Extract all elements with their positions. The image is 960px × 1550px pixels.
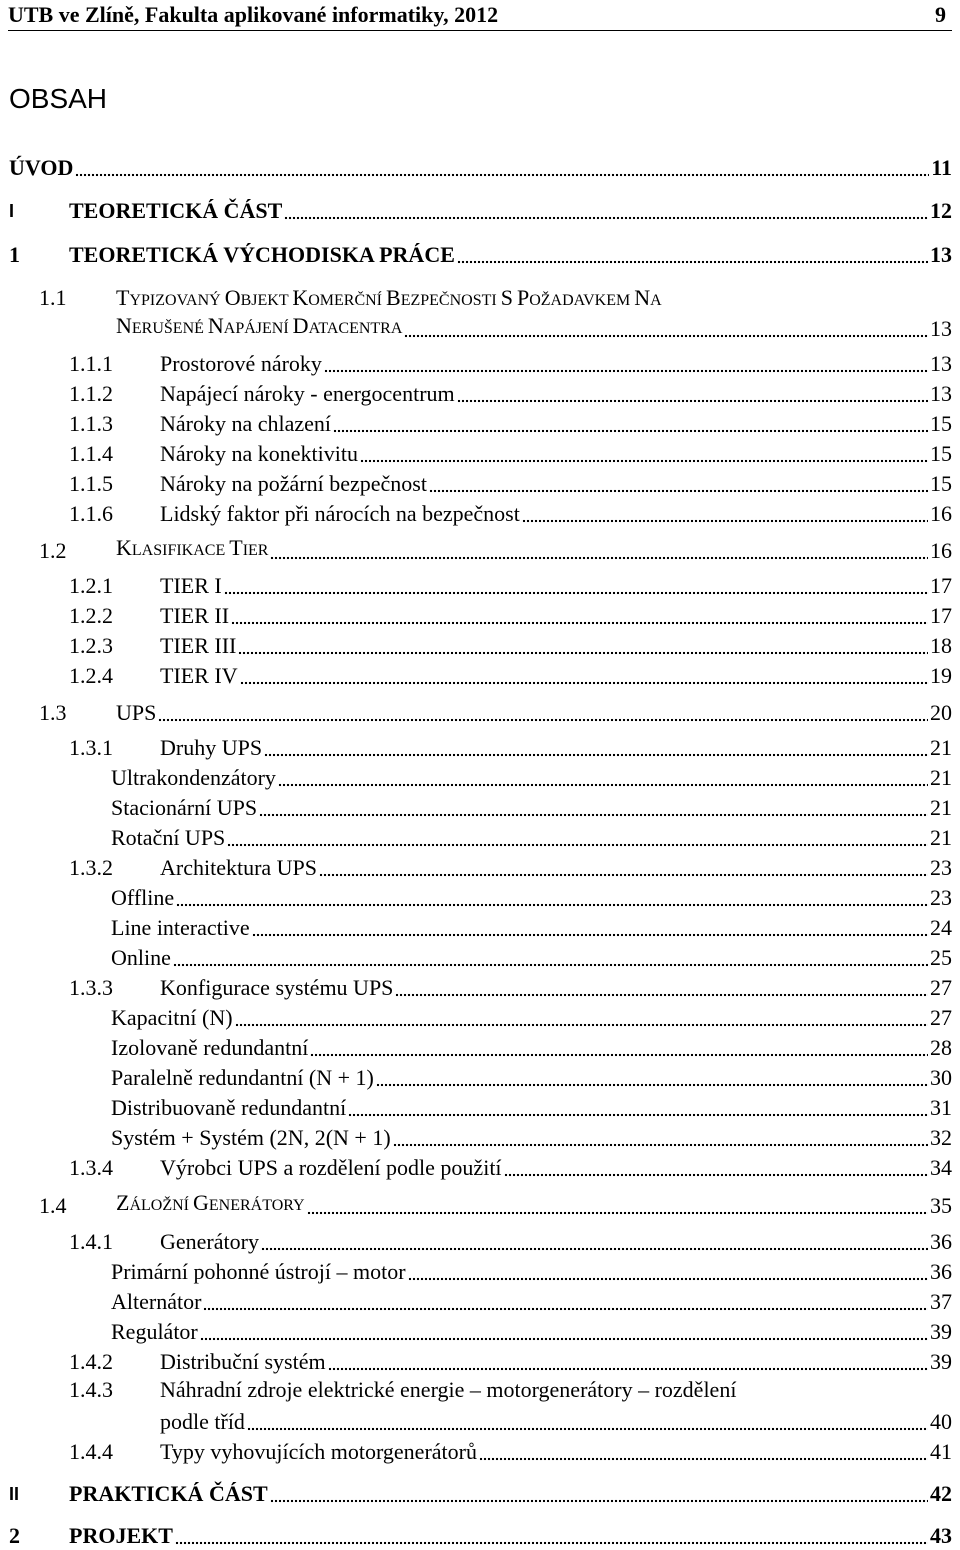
toc-entry-offline[interactable] xyxy=(111,882,952,912)
leader-dots xyxy=(395,985,928,997)
toc-label-1-1-line1: TYPIZOVANÝ OBJEKT KOMERČNÍ BEZPEČNOSTI S POŽADAVKEM NA xyxy=(116,285,662,310)
toc-page: 23 xyxy=(930,885,952,910)
toc-label-1-4-3-line1: Náhradní zdroje elektrické energie – motorgenerátory – rozdělení xyxy=(160,1377,737,1402)
leader-dots xyxy=(176,895,928,907)
toc-label: TIER I xyxy=(160,573,222,598)
toc-entry-ultrakondenzatory[interactable] xyxy=(111,762,952,792)
toc-entry-distribuovane-redundantni[interactable] xyxy=(111,1092,952,1122)
toc-label: Rotační UPS xyxy=(111,825,226,850)
toc-entry-part-2[interactable] xyxy=(9,1478,952,1508)
toc-number: 1.2.4 xyxy=(69,663,113,688)
toc-label: Distribuovaně redundantní xyxy=(111,1095,347,1120)
toc-label: KLASIFIKACE TIER xyxy=(116,535,269,560)
toc-page: 21 xyxy=(930,795,952,820)
leader-dots xyxy=(240,673,928,685)
header-page-number: 9 xyxy=(935,2,946,27)
toc-page: 16 xyxy=(930,538,952,563)
toc-label: Nároky na požární bezpečnost xyxy=(160,471,427,496)
toc-number: 1.4.2 xyxy=(69,1349,113,1374)
toc-page: 32 xyxy=(930,1125,952,1150)
toc-label: UPS xyxy=(116,700,157,725)
toc-entry-part-1[interactable] xyxy=(9,195,952,225)
leader-dots xyxy=(227,835,928,847)
toc-entry-1-1-4[interactable] xyxy=(69,438,952,468)
toc-page: 36 xyxy=(930,1259,952,1284)
toc-entry-1-2-1[interactable] xyxy=(69,570,952,600)
toc-title: OBSAH xyxy=(9,83,108,114)
toc-entry-1-2[interactable] xyxy=(39,535,952,565)
toc-label: Systém + Systém (2N, 2(N + 1) xyxy=(111,1125,391,1150)
leader-dots xyxy=(319,865,928,877)
toc-page: 30 xyxy=(930,1065,952,1090)
toc-number: 1.3.3 xyxy=(69,975,113,1000)
toc-label: TIER III xyxy=(160,633,237,658)
leader-dots xyxy=(259,805,928,817)
toc-page: 13 xyxy=(930,381,952,406)
leader-dots xyxy=(235,1015,928,1027)
toc-entry-uvod[interactable] xyxy=(9,152,952,182)
toc-entry-1-3-3[interactable] xyxy=(69,972,952,1002)
toc-label: Offline xyxy=(111,885,175,910)
toc-page: 27 xyxy=(930,1005,952,1030)
toc-entry-1-4-1[interactable] xyxy=(69,1226,952,1256)
toc-number: 1.1.2 xyxy=(69,381,113,406)
toc-label: Primární pohonné ústrojí – motor xyxy=(111,1259,406,1284)
header-title: UTB ve Zlíně, Fakulta aplikované informatiky, 2012 xyxy=(8,2,499,27)
toc-entry-regulator[interactable] xyxy=(111,1316,952,1346)
toc-entry-1-1-1[interactable] xyxy=(69,348,952,378)
toc-page: 17 xyxy=(930,603,952,628)
toc-label: Napájecí nároky - energocentrum xyxy=(160,381,455,406)
toc-number: I xyxy=(9,201,15,221)
toc-page: 13 xyxy=(930,242,952,267)
toc-entry-1-4-2[interactable] xyxy=(69,1346,952,1376)
leader-dots xyxy=(457,252,928,264)
toc-page: 39 xyxy=(930,1349,952,1374)
toc-entry-online[interactable] xyxy=(111,942,952,972)
running-header xyxy=(8,0,952,31)
toc-number: 1.3 xyxy=(39,700,67,725)
toc-number: 1.2.2 xyxy=(69,603,113,628)
leader-dots xyxy=(252,925,928,937)
leader-dots xyxy=(200,1329,928,1341)
toc-number: 1.2 xyxy=(39,538,67,563)
toc-entry-1-1-3[interactable] xyxy=(69,408,952,438)
toc-label: Prostorové nároky xyxy=(160,351,322,376)
toc-page: 35 xyxy=(930,1193,952,1218)
toc-entry-paralelne-redundantni[interactable] xyxy=(111,1062,952,1092)
toc-label: Kapacitní (N) xyxy=(111,1005,233,1030)
toc-label: Lidský faktor při nárocích na bezpečnost xyxy=(160,501,520,526)
leader-dots xyxy=(348,1105,928,1117)
toc-number: 1.1.6 xyxy=(69,501,113,526)
toc-label: Regulátor xyxy=(111,1319,198,1344)
toc-label: Distribuční systém xyxy=(160,1349,326,1374)
toc-entry-line-interactive[interactable] xyxy=(111,912,952,942)
toc-label: Architektura UPS xyxy=(160,855,318,880)
toc-page: 13 xyxy=(930,316,952,341)
toc-page: 20 xyxy=(930,700,952,725)
toc-number: II xyxy=(9,1484,20,1504)
toc-number: 1.2.1 xyxy=(69,573,113,598)
leader-dots xyxy=(203,1299,928,1311)
toc-label: Line interactive xyxy=(111,915,250,940)
toc-number-1-1: 1.1 xyxy=(39,285,67,310)
toc-page: 41 xyxy=(930,1439,952,1464)
toc-label: TEORETICKÁ ČÁST xyxy=(69,198,283,223)
toc-number: 1.3.4 xyxy=(69,1155,113,1180)
toc-page: 12 xyxy=(930,198,952,223)
toc-page: 21 xyxy=(930,765,952,790)
leader-dots xyxy=(270,548,928,560)
toc-page: 21 xyxy=(930,825,952,850)
leader-dots xyxy=(404,326,928,338)
toc-page: 16 xyxy=(930,501,952,526)
toc-label: ZÁLOŽNÍ GENERÁTORY xyxy=(116,1190,305,1215)
toc-label: podle tříd xyxy=(160,1409,245,1434)
toc-number: 1.1.5 xyxy=(69,471,113,496)
leader-dots xyxy=(261,1239,928,1251)
toc-entry-1-2-3[interactable] xyxy=(69,630,952,660)
toc-page: 39 xyxy=(930,1319,952,1344)
leader-dots xyxy=(504,1165,928,1177)
toc-entry-izolovane-redundantni[interactable] xyxy=(111,1032,952,1062)
toc-number: 1.4 xyxy=(39,1193,67,1218)
toc-label: Typy vyhovujících motorgenerátorů xyxy=(160,1439,477,1464)
toc-entry-1-4-3[interactable] xyxy=(160,1406,952,1436)
leader-dots xyxy=(408,1269,928,1281)
leader-dots xyxy=(238,643,928,655)
toc-number: 1.1.1 xyxy=(69,351,113,376)
toc-page: 24 xyxy=(930,915,952,940)
leader-dots xyxy=(270,1491,928,1503)
leader-dots xyxy=(376,1075,928,1087)
toc-label: PRAKTICKÁ ČÁST xyxy=(69,1481,268,1506)
toc-entry-1-2-4[interactable] xyxy=(69,660,952,690)
toc-entry-kapacitni[interactable] xyxy=(111,1002,952,1032)
toc-entry-1-3-2[interactable] xyxy=(69,852,952,882)
toc-entry-1-1-6[interactable] xyxy=(69,498,952,528)
toc-page: 19 xyxy=(930,663,952,688)
toc-page: 15 xyxy=(930,411,952,436)
leader-dots xyxy=(393,1135,928,1147)
toc-number: 1.2.3 xyxy=(69,633,113,658)
toc-entry-1-1[interactable] xyxy=(116,313,952,343)
leader-dots xyxy=(457,391,928,403)
toc-page: 17 xyxy=(930,573,952,598)
toc-entry-1-2-2[interactable] xyxy=(69,600,952,630)
toc-number: 1.1.3 xyxy=(69,411,113,436)
toc-number: 1.3.2 xyxy=(69,855,113,880)
leader-dots xyxy=(360,451,928,463)
toc-label: Nároky na chlazení xyxy=(160,411,332,436)
toc-label: ÚVOD xyxy=(9,155,74,180)
toc-number: 1 xyxy=(9,242,20,267)
toc-number-1-4-3: 1.4.3 xyxy=(69,1377,113,1402)
leader-dots xyxy=(429,481,928,493)
toc-page: 23 xyxy=(930,855,952,880)
toc-label: PROJEKT xyxy=(69,1523,173,1548)
leader-dots xyxy=(278,775,928,787)
toc-label: TIER II xyxy=(160,603,230,628)
leader-dots xyxy=(479,1449,928,1461)
toc-page: 27 xyxy=(930,975,952,1000)
toc-entry-alternator[interactable] xyxy=(111,1286,952,1316)
toc-page: 42 xyxy=(930,1481,952,1506)
toc-entry-1-1-2[interactable] xyxy=(69,378,952,408)
leader-dots xyxy=(522,511,928,523)
leader-dots xyxy=(333,421,928,433)
leader-dots xyxy=(158,710,928,722)
toc-number: 1.4.1 xyxy=(69,1229,113,1254)
toc-number: 1.3.1 xyxy=(69,735,113,760)
toc-label: Výrobci UPS a rozdělení podle použití xyxy=(160,1155,502,1180)
leader-dots xyxy=(224,583,928,595)
leader-dots xyxy=(284,208,928,220)
toc-label: Paralelně redundantní (N + 1) xyxy=(111,1065,374,1090)
toc-entry-1-4-4[interactable] xyxy=(69,1436,952,1466)
toc-page: 11 xyxy=(931,155,952,180)
toc-label: TEORETICKÁ VÝCHODISKA PRÁCE xyxy=(69,242,455,267)
leader-dots xyxy=(264,745,928,757)
toc-entry-stacionarni-ups[interactable] xyxy=(111,792,952,822)
toc-label: Ultrakondenzátory xyxy=(111,765,276,790)
toc-number: 2 xyxy=(9,1523,20,1548)
toc-page: 15 xyxy=(930,441,952,466)
toc-entry-1-3-4[interactable] xyxy=(69,1152,952,1182)
toc-label: Izolovaně redundantní xyxy=(111,1035,309,1060)
toc-label: Online xyxy=(111,945,171,970)
toc-entry-chapter-2[interactable] xyxy=(9,1520,952,1550)
leader-dots xyxy=(310,1045,928,1057)
toc-label: Konfigurace systému UPS xyxy=(160,975,394,1000)
toc-number: 1.1.4 xyxy=(69,441,113,466)
toc-page: 18 xyxy=(930,633,952,658)
toc-page: 28 xyxy=(930,1035,952,1060)
toc-label: Alternátor xyxy=(111,1289,202,1314)
toc-entry-rotacni-ups[interactable] xyxy=(111,822,952,852)
toc-entry-chapter-1[interactable] xyxy=(9,239,952,269)
toc-entry-1-1-5[interactable] xyxy=(69,468,952,498)
toc-label: NERUŠENÉ NAPÁJENÍ DATACENTRA xyxy=(116,313,403,338)
toc-entry-1-3-1[interactable] xyxy=(69,732,952,762)
leader-dots xyxy=(175,1533,928,1545)
toc-label: TIER IV xyxy=(160,663,238,688)
toc-page: 43 xyxy=(930,1523,952,1548)
leader-dots xyxy=(231,613,928,625)
toc-entry-system-system[interactable] xyxy=(111,1122,952,1152)
toc-page: 37 xyxy=(930,1289,952,1314)
toc-page: 31 xyxy=(930,1095,952,1120)
toc-page: 13 xyxy=(930,351,952,376)
leader-dots xyxy=(173,955,928,967)
leader-dots xyxy=(324,361,928,373)
toc-page: 21 xyxy=(930,735,952,760)
leader-dots xyxy=(75,165,929,177)
leader-dots xyxy=(247,1419,928,1431)
toc-entry-1-3[interactable] xyxy=(39,697,952,727)
toc-number: 1.4.4 xyxy=(69,1439,113,1464)
toc-entry-primarni-pohonne[interactable] xyxy=(111,1256,952,1286)
leader-dots xyxy=(307,1203,928,1215)
toc-page: 25 xyxy=(930,945,952,970)
toc-page: 15 xyxy=(930,471,952,496)
toc-label: Stacionární UPS xyxy=(111,795,258,820)
toc-label: Nároky na konektivitu xyxy=(160,441,358,466)
toc-page: 34 xyxy=(930,1155,952,1180)
toc-label: Generátory xyxy=(160,1229,259,1254)
toc-page: 40 xyxy=(930,1409,952,1434)
toc-page: 36 xyxy=(930,1229,952,1254)
toc-entry-1-4[interactable] xyxy=(39,1190,952,1220)
leader-dots xyxy=(328,1359,928,1371)
toc-label: Druhy UPS xyxy=(160,735,263,760)
